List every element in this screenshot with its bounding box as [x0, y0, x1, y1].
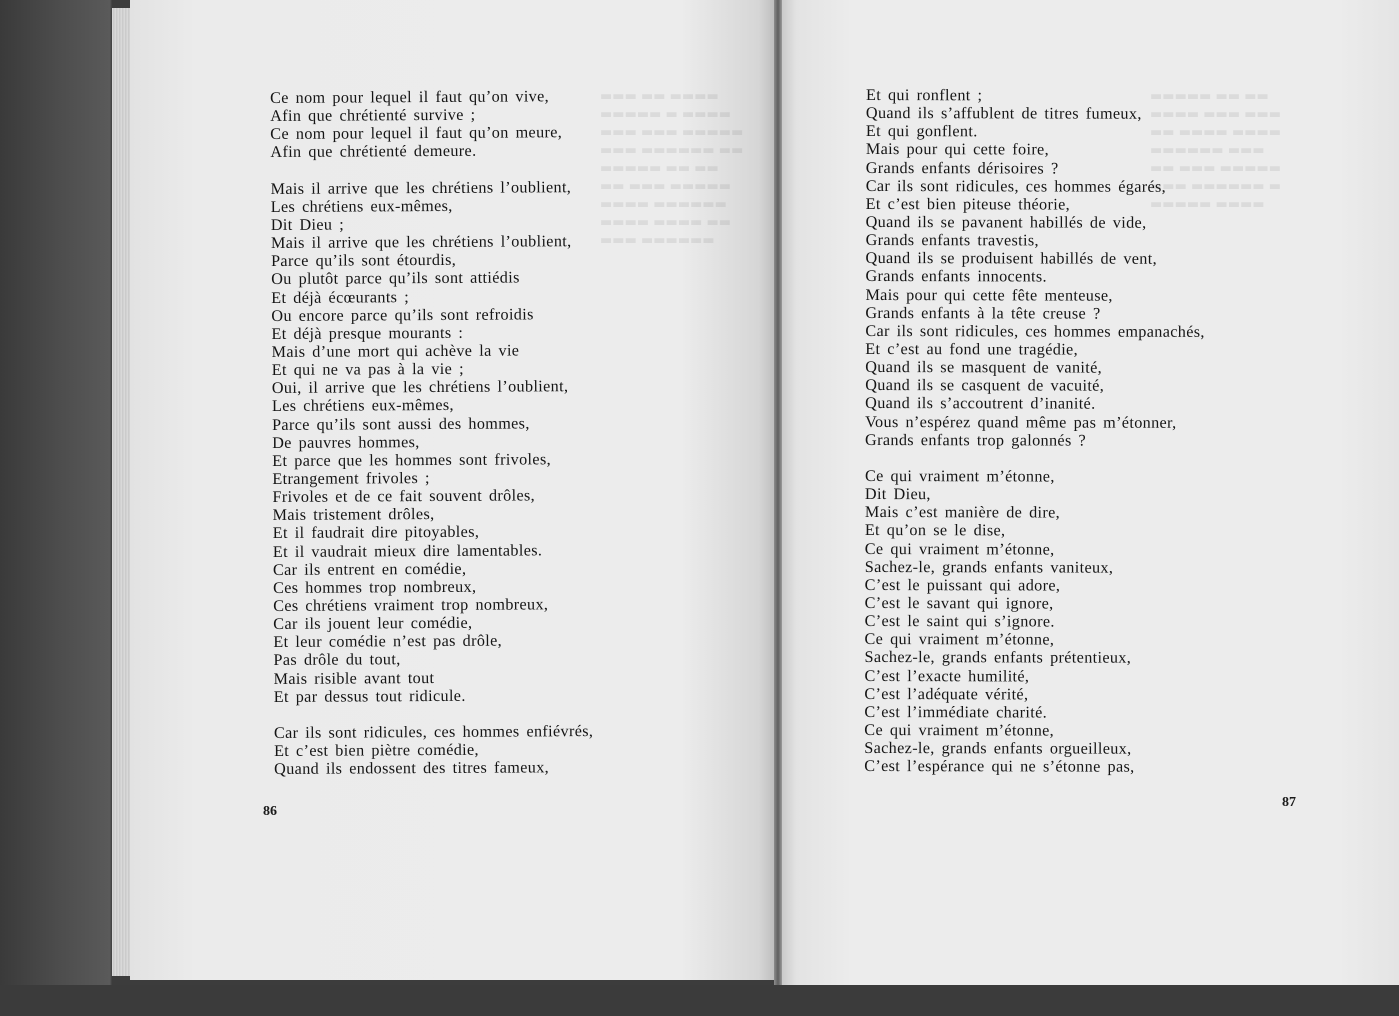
- verse-line: Et qui ne va pas à la vie ;: [271, 359, 464, 380]
- verse-line: Et c’est bien piètre comédie,: [273, 740, 479, 761]
- show-through-text-right: ▬▬▬▬▬ ▬▬ ▬▬ ▬▬▬▬ ▬▬▬ ▬▬▬ ▬▬ ▬▬▬▬ ▬▬▬▬ ▬▬▬▬▬▬ ▬▬▬ ▬▬ ▬▬▬ ▬▬▬▬▬ ▬▬▬ ▬▬▬▬▬▬ ▬ ▬▬▬▬▬ ▬▬▬▬: [1150, 89, 1282, 212]
- verse-line: Et c’est bien piteuse théorie,: [865, 194, 1071, 214]
- verse-line: Dit Dieu,: [864, 485, 931, 504]
- verse-line: Grands enfants innocents.: [865, 267, 1047, 286]
- verse-line: Quand ils se casquent de vacuité,: [865, 376, 1105, 395]
- verse-line: Quand ils s’accoutrent d’inanité.: [865, 394, 1096, 413]
- verse-line: C’est le savant qui ignore,: [864, 593, 1054, 613]
- verse-line: Sachez-le, grands enfants prétentieux,: [864, 648, 1132, 668]
- verse-line: De pauvres hommes,: [272, 432, 420, 452]
- verse-line: Et par dessus tout ridicule.: [273, 686, 466, 706]
- verse-line: Et déjà écœurants ;: [271, 287, 410, 307]
- verse-line: Les chrétiens eux-mêmes,: [271, 396, 454, 416]
- verse-line: C’est l’espérance qui ne s’étonne pas,: [864, 757, 1135, 776]
- verse-line: Mais c’est manière de dire,: [864, 503, 1061, 522]
- right-page-text: [864, 86, 1205, 776]
- verse-line: Ces hommes trop nombreux,: [272, 577, 477, 597]
- verse-line: Mais d’une mort qui achève la vie: [271, 341, 520, 361]
- verse-line: Grands enfants travestis,: [865, 231, 1039, 250]
- verse-line: Ce qui vraiment m’étonne,: [864, 466, 1055, 486]
- verse-line: Mais risible avant tout: [273, 668, 435, 688]
- verse-line: Car ils sont ridicules, ces hommes égarés,: [865, 176, 1167, 196]
- verse-line: Grands enfants trop galonnés ?: [865, 430, 1087, 450]
- verse-line: Et qui ronflent ;: [865, 86, 983, 105]
- verse-line: C’est l’adéquate vérité,: [864, 684, 1029, 704]
- verse-line: C’est le puissant qui adore,: [864, 575, 1061, 595]
- verse-line: Quand ils s’affublent de titres fumeux,: [865, 104, 1142, 123]
- verse-line: Et c’est au fond une tragédie,: [865, 339, 1079, 359]
- verse-line: Car ils sont ridicules, ces hommes enfiévrés,: [273, 721, 594, 742]
- verse-line: Et parce que les hommes sont frivoles,: [272, 450, 552, 470]
- verse-line: Pas drôle du tout,: [273, 650, 401, 670]
- verse-line: C’est l’exacte humilité,: [864, 666, 1030, 685]
- verse-line: C’est le saint qui s’ignore.: [864, 612, 1055, 631]
- verse-line: Quand ils se produisent habillés de vent,: [865, 249, 1158, 269]
- verse-line: Et il vaudrait mieux dire lamentables.: [272, 540, 543, 561]
- scan-bottom-edge: [0, 985, 1399, 1016]
- verse-line: Grands enfants dérisoires ?: [865, 158, 1059, 178]
- verse-line: Ce nom pour lequel il faut qu’on vive,: [270, 87, 550, 107]
- verse-line: Frivoles et de ce fait souvent drôles,: [272, 486, 536, 507]
- verse-line: Grands enfants à la tête creuse ?: [865, 303, 1101, 323]
- verse-line: Mais il arrive que les chrétiens l’oublient,: [270, 232, 572, 253]
- stanza-break: [865, 449, 1205, 468]
- stanza-break: [270, 160, 589, 180]
- verse-line: Mais il arrive que les chrétiens l’oublient,: [270, 177, 572, 198]
- verse-line: Afin que chrétienté survive ;: [270, 105, 476, 126]
- verse-line: Et déjà presque mourants :: [271, 323, 464, 343]
- page-number-right: 87: [1282, 795, 1296, 810]
- verse-line: C’est l’immédiate charité.: [864, 702, 1048, 722]
- verse-line: Et qu’on se le dise,: [864, 521, 1006, 540]
- verse-line: Sachez-le, grands enfants vaniteux,: [864, 557, 1114, 577]
- left-page-text: [270, 87, 594, 778]
- verse-line: Ce nom pour lequel il faut qu’on meure,: [270, 123, 563, 144]
- verse-line: Ces chrétiens vraiment trop nombreux,: [273, 595, 549, 615]
- verse-line: Mais pour qui cette fête menteuse,: [865, 285, 1113, 305]
- stanza-break: [274, 704, 593, 724]
- book-gutter: [774, 0, 782, 985]
- verse-line: Afin que chrétienté demeure.: [270, 142, 477, 162]
- verse-line: Et il faudrait dire pitoyables,: [272, 523, 480, 543]
- verse-line: Ce qui vraiment m’étonne,: [864, 630, 1055, 649]
- verse-line: Ou plutôt parce qu’ils sont attiédis: [271, 268, 520, 289]
- verse-line: Oui, il arrive que les chrétiens l’oublient,: [271, 377, 569, 398]
- verse-line: Ou encore parce qu’ils sont refroidis: [271, 305, 534, 325]
- verse-line: Et qui gonflent.: [865, 122, 978, 141]
- verse-line: Car ils entrent en comédie,: [272, 559, 467, 579]
- verse-line: Les chrétiens eux-mêmes,: [270, 196, 453, 216]
- show-through-text-left: ▬▬▬ ▬▬ ▬▬▬▬ ▬▬▬▬▬ ▬ ▬▬▬▬ ▬▬▬ ▬▬▬ ▬▬▬▬▬ ▬▬▬ ▬▬▬▬▬▬ ▬▬ ▬▬▬▬▬ ▬▬ ▬▬ ▬▬ ▬▬▬ ▬▬▬▬▬ ▬▬▬▬ ▬▬▬▬▬▬ ▬▬▬▬ ▬▬▬▬ ▬▬ ▬▬▬ ▬▬▬▬▬▬: [600, 89, 744, 248]
- verse-line: Etrangement frivoles ;: [272, 468, 430, 488]
- verse-line: Ce qui vraiment m’étonne,: [864, 539, 1055, 559]
- verse-line: Et leur comédie n’est pas drôle,: [273, 631, 503, 652]
- verse-line: Parce qu’ils sont étourdis,: [270, 251, 457, 271]
- verse-line: Car ils jouent leur comédie,: [273, 613, 473, 634]
- verse-line: Vous n’espérez quand même pas m’étonner,: [865, 412, 1177, 432]
- verse-line: Dit Dieu ;: [270, 215, 345, 234]
- verse-line: Sachez-le, grands enfants orgueilleux,: [864, 739, 1132, 758]
- verse-line: Car ils sont ridicules, ces hommes empanachés,: [865, 321, 1205, 341]
- verse-line: Quand ils endossent des titres fameux,: [274, 758, 550, 779]
- verse-line: Mais pour qui cette foire,: [865, 140, 1050, 159]
- verse-line: Parce qu’ils sont aussi des hommes,: [271, 413, 530, 434]
- verse-line: Mais tristement drôles,: [272, 505, 435, 525]
- verse-line: Quand ils se masquent de vanité,: [865, 358, 1103, 377]
- verse-line: Quand ils se pavanent habillés de vide,: [865, 212, 1147, 232]
- verse-line: Ce qui vraiment m’étonne,: [864, 720, 1055, 740]
- page-number-left: 86: [263, 804, 277, 819]
